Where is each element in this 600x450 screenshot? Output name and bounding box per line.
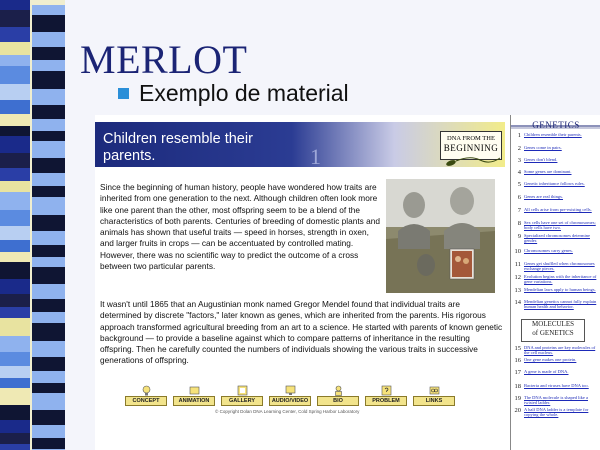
strip-block [32, 257, 65, 267]
nav-gallery-button[interactable] [221, 385, 263, 406]
concept-link[interactable]: Mendelian laws apply to human beings. [524, 287, 596, 292]
monitor-icon [269, 385, 311, 396]
chain-link-icon [413, 385, 455, 396]
strip-block [0, 210, 30, 226]
strip-block [32, 89, 65, 105]
concept-number-label: 15 [514, 345, 521, 352]
concept-link[interactable]: Mendelian genetics cannot fully explain human health and behavior. [524, 299, 597, 309]
paragraph-mendel: It wasn't until 1865 that an Augustinian monk named Gregor Mendel found that individual traits are determined by discrete "factors," later known as genes, which are inherited from the parents. His rigorous approach transformed agricultural breeding from an art to a science. He started with parents of known genetic background — to provide a baseline against which to compare patterns of inheritance in the resulting offspring. Then he carefully counted the numbers of individuals showing the various traits in successive generations of offspring. [100, 299, 503, 366]
copyright-text: © Copyright Dolan DNA Learning Center, Cold Spring Harbor Laboratory [215, 409, 360, 414]
nav-concept-button[interactable] [125, 385, 167, 406]
strip-block [0, 0, 30, 10]
nav-bio-button[interactable] [317, 385, 359, 406]
strip-block [32, 105, 65, 119]
bullet-text: Exemplo de material [139, 80, 349, 106]
concept-list-item[interactable] [511, 407, 600, 417]
concept-number-label: 1 [517, 132, 521, 139]
concept-number: 1 [310, 144, 321, 169]
concept-number-label: 13 [514, 287, 521, 294]
strip-block [0, 136, 30, 153]
strip-block [32, 312, 65, 323]
concept-number-label: 7 [517, 207, 521, 214]
strip-block [32, 357, 65, 371]
strip-block [32, 158, 65, 173]
strip-block [32, 284, 65, 299]
concept-link[interactable]: The DNA molecule is shaped like a twisted ladder. [524, 395, 588, 405]
concept-list-item[interactable] [511, 395, 600, 405]
concept-link[interactable]: Genes don't blend. [524, 157, 558, 162]
concept-number-label: 9 [517, 233, 521, 240]
concept-list-item[interactable] [511, 357, 600, 364]
strip-block [32, 141, 65, 158]
strip-block [0, 294, 30, 307]
strip-block [32, 215, 65, 231]
concept-number-label: 20 [514, 407, 521, 414]
concept-list-panel [510, 115, 600, 450]
concept-number-label: 14 [514, 299, 521, 306]
page-banner [95, 122, 505, 167]
concept-number-label: 6 [517, 194, 521, 201]
strip-block [32, 231, 65, 245]
concept-list-item[interactable] [511, 345, 600, 355]
concept-link[interactable]: Specialized chromosomes determine gender. [524, 233, 590, 243]
logo-bottom-text: BEGINNING [443, 143, 499, 153]
concept-number-label: 18 [514, 383, 521, 390]
nav-problem-label: PROBLEM [365, 396, 407, 406]
concept-link[interactable]: Genes are real things. [524, 194, 563, 199]
strip-block [0, 352, 30, 366]
strip-block [32, 371, 65, 383]
strip-block [0, 192, 30, 210]
genetics-header [513, 115, 599, 133]
concept-number-label: 3 [517, 157, 521, 164]
concept-list-item[interactable] [511, 287, 600, 294]
concept-number-label: 11 [514, 261, 521, 268]
concept-list-item[interactable] [511, 157, 600, 164]
concept-number-label: 17 [514, 369, 521, 376]
logo-top-text: DNA FROM THE [447, 135, 495, 142]
concept-link[interactable]: Genes come in pairs. [524, 145, 562, 150]
concept-list-item[interactable] [511, 181, 600, 188]
molecules-label-line2: of GENETICS [532, 329, 574, 337]
concept-list-item[interactable] [511, 169, 600, 176]
decorative-color-strip [0, 0, 65, 450]
concept-list-item[interactable] [511, 274, 600, 284]
concept-link[interactable]: Sex cells have one set of chromosomes; body cells have two. [524, 220, 596, 230]
nav-animation-button[interactable] [173, 385, 215, 406]
concept-list-item[interactable] [511, 194, 600, 201]
picture-frame-icon [221, 385, 263, 396]
question-icon [365, 385, 407, 396]
concept-list-item[interactable] [511, 233, 600, 243]
strip-block [0, 336, 30, 352]
strip-block [0, 66, 30, 84]
concept-link[interactable]: Children resemble their parents. [524, 132, 582, 137]
nav-audio-video-label: AUDIO/VIDEO [269, 396, 311, 406]
concept-link[interactable]: One gene makes one protein. [524, 357, 577, 362]
strip-block [0, 433, 30, 444]
strip-block [32, 267, 65, 284]
strip-block [0, 279, 30, 294]
strip-block [32, 32, 65, 47]
nav-links-button[interactable] [413, 385, 455, 406]
strip-block [0, 240, 30, 252]
strip-block [32, 131, 65, 141]
concept-number-label: 16 [514, 357, 521, 364]
strip-block [32, 341, 65, 357]
concept-list-item[interactable] [511, 145, 600, 152]
strip-block [0, 405, 30, 420]
concept-number-label: 5 [517, 181, 521, 188]
strip-block [0, 55, 30, 66]
strip-block [0, 181, 30, 192]
strip-block [0, 252, 30, 262]
strip-block [0, 153, 30, 168]
molecules-of-genetics-header [521, 319, 585, 342]
strip-block [32, 410, 65, 425]
nav-audio-video-button[interactable] [269, 385, 311, 406]
strip-block [32, 186, 65, 197]
concept-list-item[interactable] [511, 207, 600, 214]
strip-block [32, 438, 65, 449]
concept-link[interactable]: Evolution begins with the inheritance of gene variations. [524, 274, 597, 284]
strip-block [32, 425, 65, 438]
concept-link[interactable]: All cells arise from pre-existing cells. [524, 207, 592, 212]
concept-link[interactable]: A half DNA ladder is a template for copying the whole. [524, 407, 589, 417]
strip-block [32, 173, 65, 186]
concept-list-item[interactable] [511, 132, 600, 139]
person-icon [317, 385, 359, 396]
strip-block [32, 383, 65, 393]
strip-block [0, 42, 30, 55]
strip-block [0, 366, 30, 378]
sperm-swimming-icon [95, 122, 505, 167]
strip-block [0, 262, 30, 279]
concept-list-item[interactable] [511, 220, 600, 230]
strip-block [0, 126, 30, 136]
concept-link[interactable]: A gene is made of DNA. [524, 369, 569, 374]
strip-block [0, 226, 30, 240]
strip-block [0, 420, 30, 433]
strip-block [32, 323, 65, 341]
concept-number-label: 19 [514, 395, 521, 402]
genetics-label: GENETICS [532, 120, 580, 130]
strip-block [0, 388, 30, 405]
strip-block [0, 318, 30, 336]
nav-gallery-label: GALLERY [221, 396, 263, 406]
concept-list-item[interactable] [511, 299, 600, 309]
strip-block [32, 15, 65, 32]
nav-problem-button[interactable] [365, 385, 407, 406]
concept-list-item[interactable] [511, 248, 600, 255]
banner-title-line2: parents. [103, 148, 156, 164]
concept-number-label: 8 [517, 220, 521, 227]
strip-block [0, 168, 30, 181]
strip-block [32, 47, 65, 60]
strip-block [0, 84, 30, 100]
concept-link[interactable]: Chromosomes carry genes. [524, 248, 573, 253]
strip-block [32, 119, 65, 131]
bullet-square-icon [118, 88, 129, 99]
slide-bullet [118, 80, 349, 107]
concept-link[interactable]: Bacteria and viruses have DNA too. [524, 383, 589, 388]
concept-number-label: 12 [514, 274, 521, 281]
strip-block [32, 245, 65, 257]
family-photo [386, 179, 495, 293]
concept-link[interactable]: Genes get shuffled when chromosomes exchange pieces. [524, 261, 595, 271]
lightbulb-icon [125, 385, 167, 396]
strip-block [0, 27, 30, 42]
slide-title: MERLOT [80, 37, 248, 82]
concept-list-item[interactable] [511, 261, 600, 271]
strip-block [0, 100, 30, 114]
strip-block [32, 299, 65, 312]
concept-number-label: 10 [514, 248, 521, 255]
molecules-label-line1: MOLECULES [532, 320, 574, 328]
concept-link[interactable]: Some genes are dominant. [524, 169, 572, 174]
strip-block [0, 307, 30, 318]
film-icon [173, 385, 215, 396]
concept-number-label: 2 [517, 145, 521, 152]
strip-block [32, 197, 65, 215]
nav-concept-label: CONCEPT [125, 396, 167, 406]
paragraph-intro: Since the beginning of human history, people have wondered how traits are inherited from one generation to the next. Although children often look more like one parent than the other, most offspring seem to be a blend of the characteristics of both parents. Centuries of breeding of domestic plants and animals has shown that useful traits — speed in horses, strength in oxen, and larger fruits in crops — can be accentuated by controlled mating. However, there was no scientific way to predict the outcome of a cross between two particular parents. [100, 182, 380, 272]
concept-number-label: 4 [517, 169, 521, 176]
bottom-navigation [125, 385, 461, 406]
strip-block [0, 114, 30, 126]
nav-bio-label: BIO [317, 396, 359, 406]
concept-link[interactable]: DNA and proteins are key molecules of the cell nucleus. [524, 345, 596, 355]
strip-block [32, 71, 65, 89]
strip-block [0, 444, 30, 450]
nav-animation-label: ANIMATION [173, 396, 215, 406]
banner-title-line1: Children resemble their [103, 131, 253, 147]
divider-lines [511, 125, 600, 129]
nav-links-label: LINKS [413, 396, 455, 406]
embedded-screenshot [95, 115, 600, 450]
strip-block [0, 378, 30, 388]
strip-block [0, 10, 30, 27]
concept-link[interactable]: Genetic inheritance follows rules. [524, 181, 585, 186]
concept-list-item[interactable] [511, 369, 600, 376]
strip-block [32, 5, 65, 15]
strip-block [32, 393, 65, 410]
strip-block [32, 60, 65, 71]
concept-list-item[interactable] [511, 383, 600, 390]
